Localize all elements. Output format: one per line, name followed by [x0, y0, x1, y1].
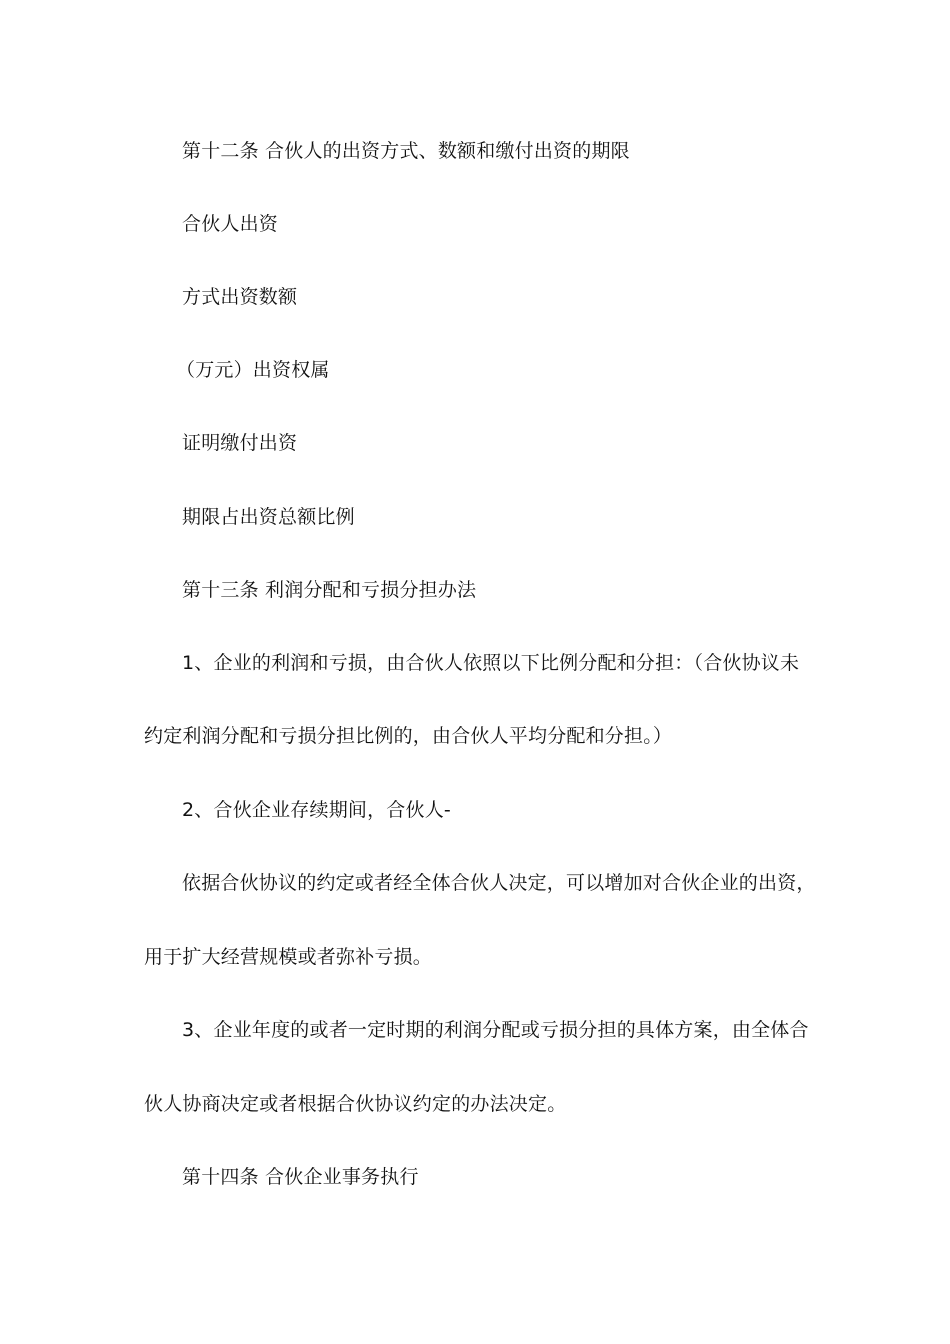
table-header-unit-ownership: （万元）出资权属 [176, 359, 330, 381]
table-header-partner: 合伙人出资 [182, 213, 279, 235]
table-header-term-ratio: 期限占出资总额比例 [182, 506, 355, 528]
article-14-heading: 第十四条 合伙企业事务执行 [182, 1166, 419, 1188]
article-13-heading: 第十三条 利润分配和亏损分担办法 [182, 579, 477, 601]
table-header-method-amount: 方式出资数额 [182, 286, 298, 308]
clause-3-line-2: 伙人协商决定或者根据合伙协议约定的办法决定。 [144, 1093, 567, 1115]
article-12-heading: 第十二条 合伙人的出资方式、数额和缴付出资的期限 [182, 140, 630, 162]
clause-1-line-1: 1、企业的利润和亏损，由合伙人依照以下比例分配和分担：（合伙协议未 [182, 652, 800, 674]
clause-2-line-3: 用于扩大经营规模或者弥补亏损。 [144, 946, 433, 968]
clause-2-line-1: 2、合伙企业存续期间，合伙人- [182, 799, 451, 821]
clause-1-line-2: 约定利润分配和亏损分担比例的，由合伙人平均分配和分担。） [144, 725, 673, 747]
table-header-proof-payment: 证明缴付出资 [182, 432, 298, 454]
clause-2-line-2: 依据合伙协议的约定或者经全体合伙人决定，可以增加对合伙企业的出资， [182, 872, 816, 894]
clause-3-line-1: 3、企业年度的或者一定时期的利润分配或亏损分担的具体方案，由全体合 [182, 1019, 809, 1041]
